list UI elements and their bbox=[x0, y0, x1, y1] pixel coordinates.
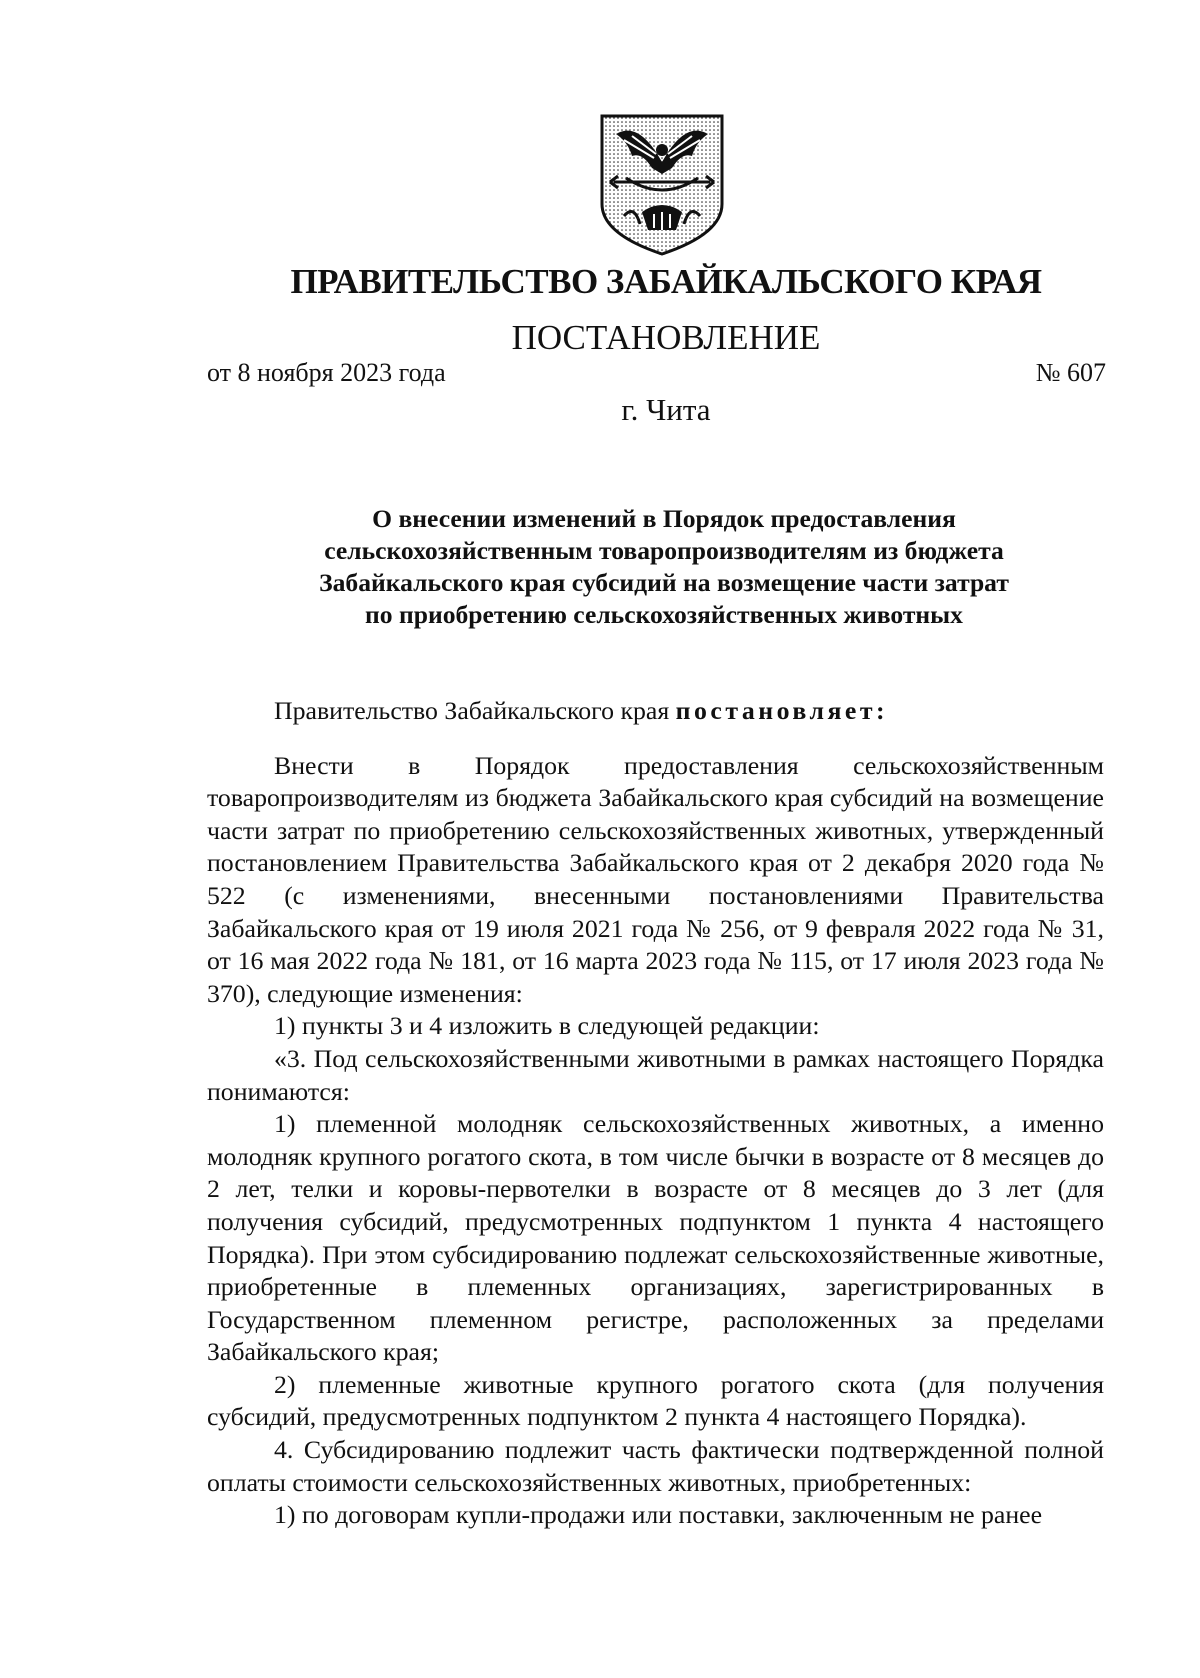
body-paragraph: 1) по договорам купли-продажи или поставки, заключенным не ранее bbox=[274, 1500, 1043, 1530]
subject-line: сельскохозяйственным товаропроизводителям из бюджета bbox=[324, 536, 1004, 565]
body-paragraph: «3. Под сельскохозяйственными животными в рамках настоящего Порядка понимаются: bbox=[207, 1043, 1104, 1106]
body-paragraph: 1) пункты 3 и 4 изложить в следующей редакции: bbox=[274, 1011, 820, 1041]
coat-of-arms-icon bbox=[596, 112, 728, 262]
subject-line: О внесении изменений в Порядок предоставления bbox=[372, 504, 956, 533]
document-date: от 8 ноября 2023 года bbox=[207, 358, 446, 387]
body-paragraph: Внести в Порядок предоставления сельскохозяйственным товаропроизводителям из бюджета Забайкальского края субсидий на возмещение части затрат по приобретению сельскохозяйственных животных, утвержденный постановлением Правительства Забайкальского края от 2 декабря 2020 года № 522 (с изменениями, внесенными постановлениями Правительства Забайкальского края от 19 июля 2021 года № 256, от 9 февраля 2022 года № 31, от 16 мая 2022 года № 181, от 16 марта 2023 года № 115, от 17 июля 2023 года № 370), следующие изменения: bbox=[207, 750, 1104, 1008]
decree-intro bbox=[207, 695, 1104, 728]
body-paragraph: 1) племенной молодняк сельскохозяйственных животных, а именно молодняк крупного рогатого скота, в том числе бычки в возрасте от 8 месяцев до 2 лет, телки и коровы-первотелки в возрасте от 8 месяцев до 3 лет (для получения субсидий, предусмотренных подпунктом 1 пункта 4 настоящего Порядка). При этом субсидированию подлежат сельскохозяйственные животные, приобретенные в племенных организациях, зарегистрированных в Государственном племенном регистре, расположенных за пределами Забайкальского края; bbox=[207, 1109, 1104, 1367]
document-body bbox=[207, 695, 1104, 1532]
decree-intro-text: Правительство Забайкальского края bbox=[274, 696, 676, 725]
document-number: № 607 bbox=[1035, 358, 1106, 387]
body-paragraph: 4. Субсидированию подлежит часть фактически подтвержденной полной оплаты стоимости сельскохозяйственных животных, приобретенных: bbox=[207, 1435, 1104, 1497]
subject-line: Забайкальского края субсидий на возмещение части затрат bbox=[319, 568, 1009, 597]
body-paragraph: 2) племенные животные крупного рогатого скота (для получения субсидий, предусмотренных подпунктом 2 пункта 4 настоящего Порядка). bbox=[207, 1369, 1104, 1432]
document-city: г. Чита bbox=[621, 392, 711, 427]
document-type: ПОСТАНОВЛЕНИЕ bbox=[511, 318, 821, 357]
government-title: ПРАВИТЕЛЬСТВО ЗАБАЙКАЛЬСКОГО КРАЯ bbox=[290, 262, 1042, 301]
subject-line: по приобретению сельскохозяйственных животных bbox=[365, 600, 963, 629]
decree-keyword: постановляет: bbox=[675, 696, 889, 725]
document-subject bbox=[230, 503, 1098, 631]
